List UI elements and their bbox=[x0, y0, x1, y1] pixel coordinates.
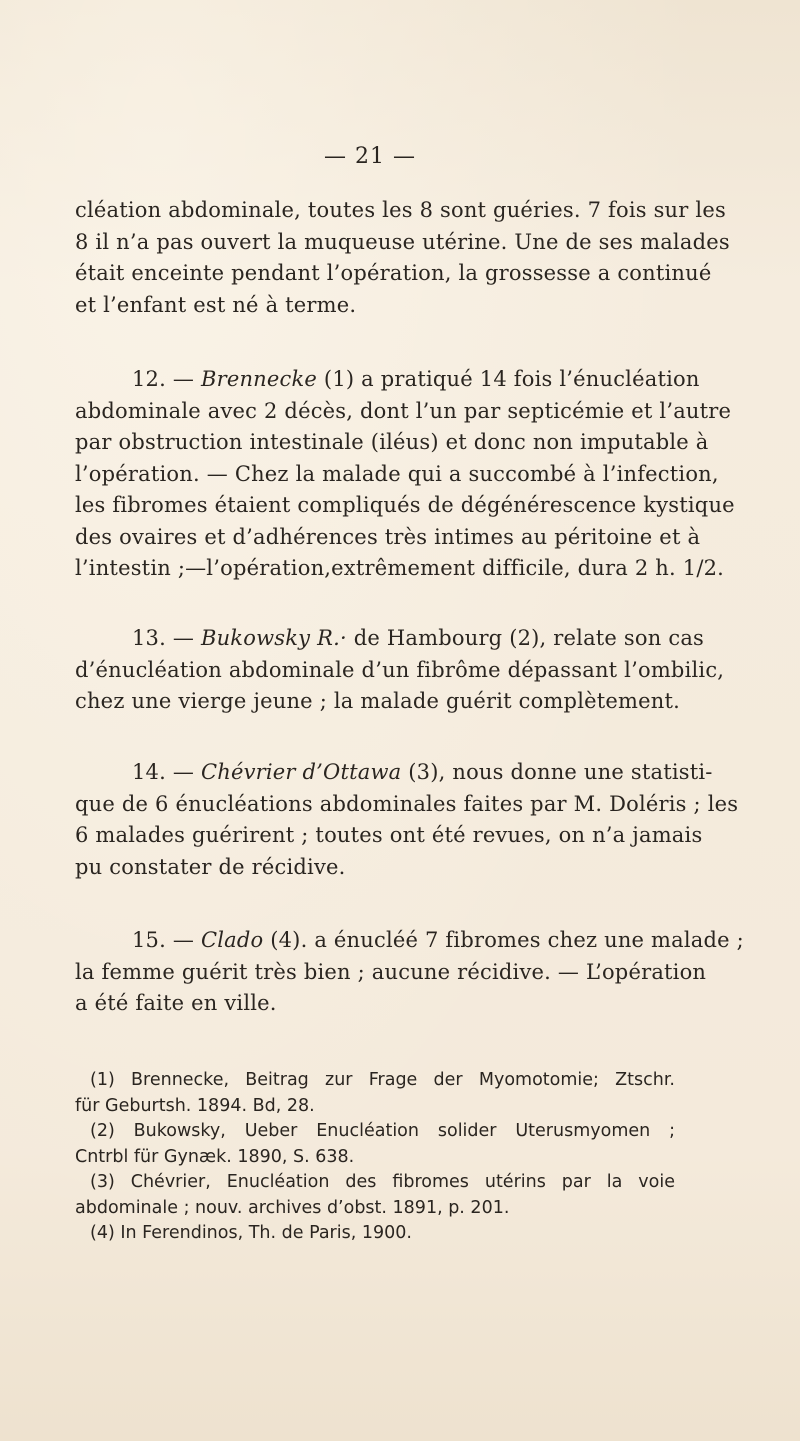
paragraph-intro bbox=[75, 195, 730, 321]
footnote-line: (3) Chévrier, Enucléation des fibromes utérins par la voie bbox=[90, 1172, 675, 1192]
author-name: Brennecke bbox=[200, 367, 318, 391]
paragraph-13 bbox=[75, 623, 725, 718]
text-line: a été faite en ville. bbox=[75, 991, 277, 1015]
footnote-line: (1) Brennecke, Beitrag zur Frage der Myomotomie; Ztschr. bbox=[90, 1070, 675, 1090]
paragraph-12 bbox=[75, 364, 735, 585]
text-line: cléation abdominale, toutes les 8 sont guéries. 7 fois sur les bbox=[75, 198, 726, 222]
footnote-line: (2) Bukowsky, Ueber Enucléation solider Uterusmyomen ; bbox=[90, 1121, 675, 1141]
text-line: la femme guérit très bien ; aucune récidive. — L’opération bbox=[75, 959, 707, 984]
footnote-line: für Geburtsh. 1894. Bd, 28. bbox=[75, 1095, 315, 1116]
text-line: l’opération. — Chez la malade qui a succombé à l’infection, bbox=[75, 461, 719, 486]
text-line: et l’enfant est né à terme. bbox=[75, 292, 357, 317]
paragraph-14 bbox=[75, 757, 739, 883]
page-number: — 21 — bbox=[324, 144, 416, 169]
paragraph-number: 15. — bbox=[132, 928, 201, 952]
text-line: abdominale avec 2 décès, dont l’un par septicémie et l’autre bbox=[75, 398, 732, 423]
text-line: d’énucléation abdominale d’un fibrôme dépassant l’ombilic, bbox=[75, 657, 725, 682]
text-line: pu constater de récidive. bbox=[75, 854, 346, 879]
text-line: par obstruction intestinale (iléus) et donc non imputable à bbox=[75, 430, 709, 454]
footnote-line: Cntrbl für Gynæk. 1890, S. 638. bbox=[75, 1146, 355, 1167]
author-name: Bukowsky R.· bbox=[200, 626, 347, 650]
author-name: Clado bbox=[200, 928, 264, 952]
text-line bbox=[75, 757, 713, 789]
text-fragment: de Hambourg (2), relate son cas bbox=[346, 626, 705, 650]
text-fragment: (4). a énucléé 7 fibromes chez une malade ; bbox=[263, 928, 744, 952]
text-line bbox=[75, 364, 700, 396]
paragraph-15 bbox=[75, 925, 744, 1020]
text-line bbox=[75, 623, 705, 655]
text-line: les fibromes étaient compliqués de dégénérescence kystique bbox=[75, 493, 735, 517]
text-line: 6 malades guérirent ; toutes ont été revues, on n’a jamais bbox=[75, 823, 703, 847]
text-fragment: (3), nous donne une statisti- bbox=[401, 760, 713, 784]
author-name: Chévrier d’Ottawa bbox=[200, 760, 402, 784]
paragraph-number: 12. — bbox=[132, 367, 201, 391]
paragraph-number: 14. — bbox=[132, 760, 201, 784]
text-line: que de 6 énucléations abdominales faites par M. Doléris ; les bbox=[75, 791, 739, 816]
text-line bbox=[75, 925, 744, 957]
text-line: 8 il n’a pas ouvert la muqueuse utérine. Une de ses malades bbox=[75, 229, 730, 254]
paragraph-number: 13. — bbox=[132, 626, 201, 650]
text-line: des ovaires et d’adhérences très intimes au péritoine et à bbox=[75, 524, 701, 549]
footnote-line: abdominale ; nouv. archives d’obst. 1891, p. 201. bbox=[75, 1197, 510, 1218]
text-line: était enceinte pendant l’opération, la grossesse a continué bbox=[75, 261, 712, 285]
text-fragment: (1) a pratiqué 14 fois l’énucléation bbox=[317, 367, 700, 391]
footnotes bbox=[75, 1068, 675, 1247]
text-line: l’intestin ;—l’opération,extrêmement difficile, dura 2 h. 1/2. bbox=[75, 556, 725, 580]
footnote-line: (4) In Ferendinos, Th. de Paris, 1900. bbox=[90, 1223, 412, 1243]
text-line: chez une vierge jeune ; la malade guérit complètement. bbox=[75, 689, 680, 713]
